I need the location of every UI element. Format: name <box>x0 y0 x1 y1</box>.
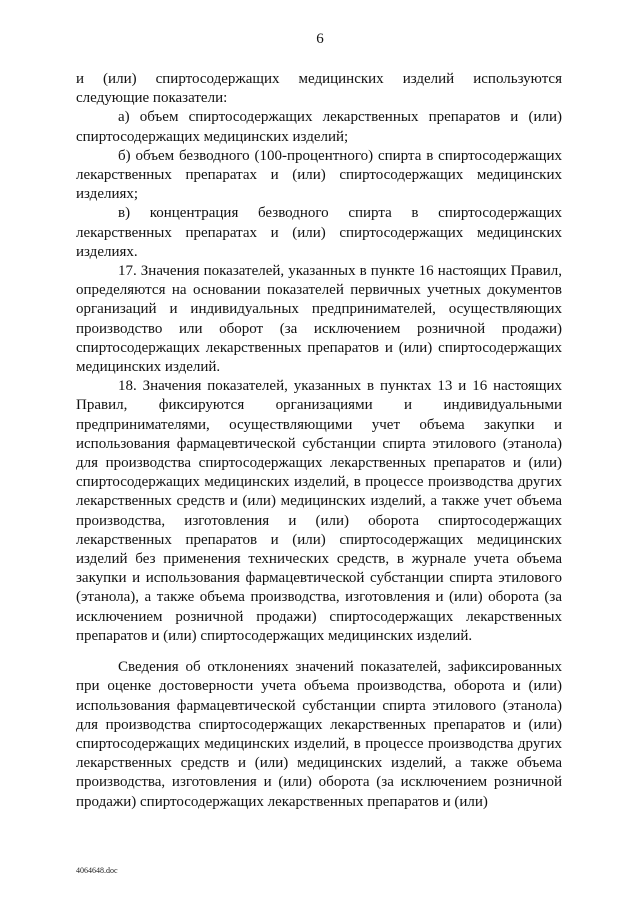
paragraph-continuation: и (или) спиртосодержащих медицинских изделий используются следующие показатели: <box>76 71 562 107</box>
clause-18: 18. Значения показателей, указанных в пунктах 13 и 16 настоящих Правил, фиксируются организациями и индивидуальными предпринимателями, осуществляющими учет объема закупки и использования фармацевтической субстанции спирта этилового (этанола) для производства спиртосодержащих лекарственных препаратов и (или) спиртосодержащих медицинских изделий, в процессе производства других лекарственных средств и (или) медицинских изделий, а также учет объема производства, изготовления и (или) оборота спиртосодержащих лекарственных препаратов и (или) спиртосодержащих медицинских изделий без применения технических средств, в журнале учета объема закупки и использования фармацевтической субстанции спирта этилового (этанола), а также объема производства, изготовления и (или) оборота (за исключением розничной продажи) спиртосодержащих лекарственных препаратов и (или) спиртосодержащих медицинских изделий. <box>76 378 562 644</box>
list-item-b: б) объем безводного (100-процентного) спирта в спиртосодержащих лекарственных препаратах и (или) спиртосодержащих медицинских изделиях; <box>76 147 562 203</box>
page-number: 6 <box>316 31 324 47</box>
list-item-v: в) концентрация безводного спирта в спиртосодержащих лекарственных препаратах и (или) спиртосодержащих медицинских изделиях. <box>76 205 562 260</box>
clause-17: 17. Значения показателей, указанных в пункте 16 настоящих Правил, определяются на основании показателей первичных учетных документов организаций и индивидуальных предпринимателей, осуществляющих производство или оборот (за исключением розничной продажи) спиртосодержащих лекарственных препаратов и (или) спиртосодержащих медицинских изделий. <box>76 263 562 376</box>
document-filename: 4064648.doc <box>76 866 118 875</box>
document-body <box>76 70 562 812</box>
deviation-info-paragraph: Сведения об отклонениях значений показателей, зафиксированных при оценке достоверности учета объема производства, оборота и (или) использования фармацевтической субстанции спирта этилового (этанола) для производства спиртосодержащих лекарственных препаратов и (или) спиртосодержащих медицинских изделий, в процессе производства других лекарственных средств и (или) медицинских изделий, а также объема производства, изготовления и (или) оборота (за исключением розничной продажи) спиртосодержащих лекарственных препаратов и (или) <box>76 659 562 810</box>
list-item-a: а) объем спиртосодержащих лекарственных препаратов и (или) спиртосодержащих медицинских изделий; <box>76 109 562 145</box>
